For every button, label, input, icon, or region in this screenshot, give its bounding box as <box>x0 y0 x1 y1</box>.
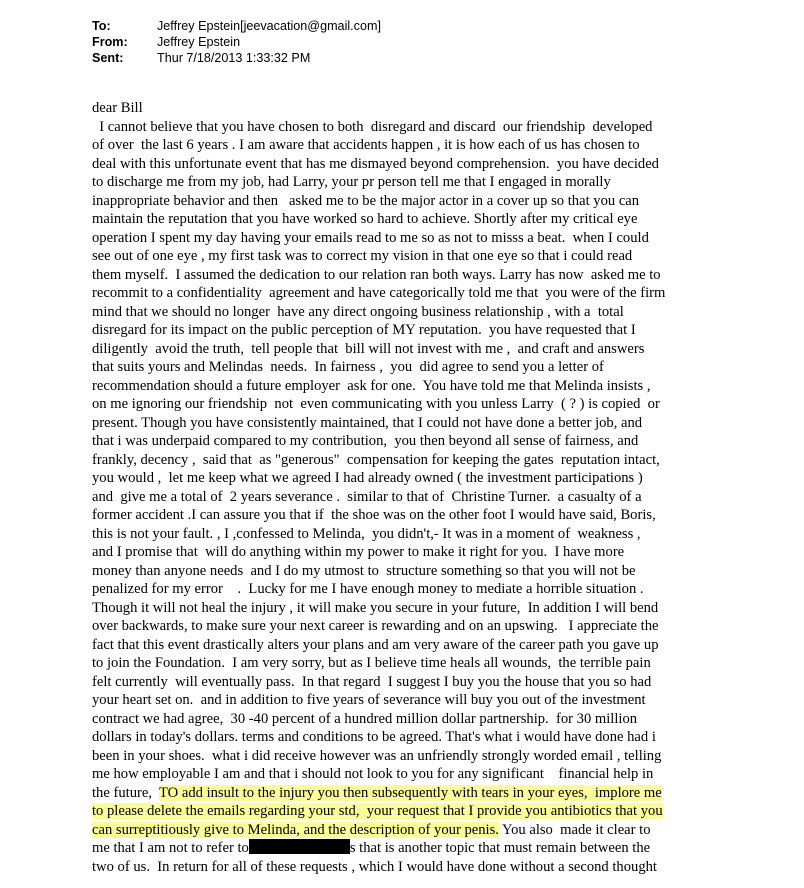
body-line: felt currently will eventually pass. In that regard I suggest I buy you the house that you so had <box>92 673 652 690</box>
from-value: Jeffrey Epstein <box>157 35 241 49</box>
sent-label: Sent: <box>92 51 124 65</box>
body-line <box>92 839 792 858</box>
to-label: To: <box>92 19 111 33</box>
body-line: Though it will not heal the injury , it will make you secure in your future, In addition I will bend <box>92 599 659 616</box>
to-row <box>92 18 381 34</box>
redaction-bar <box>249 839 350 854</box>
body-line: you would , let me keep what we agreed I had already owned ( the investment participations ) <box>92 470 643 486</box>
body-line: present. Though you have consistently maintained, that I could not have done a better job, and <box>92 414 643 431</box>
body-text: me that I am not to refer to <box>92 840 249 856</box>
body-line: deal with this unfortunate event that has me dismayed beyond comprehension. you have decided <box>92 155 659 172</box>
body-line: inappropriate behavior and then asked me to be the major actor in a cover up so that you can <box>92 192 640 209</box>
body-text: You also made it clear to <box>498 821 651 838</box>
body-line: been in your shoes. what i did receive however was an unfriendly strongly worded email , telling <box>92 747 662 764</box>
to-value: Jeffrey Epstein[jeevacation@gmail.com] <box>157 19 381 33</box>
body-line: diligently avoid the truth, tell people that bill will not invest with me , and craft and answers <box>92 340 645 357</box>
body-line: disregard for its impact on the public perception of MY reputation. you have requested that I <box>92 322 636 338</box>
sent-row <box>92 50 381 66</box>
body-line: dollars in today's dollars. terms and conditions to be agreed. That's what i would have done had i <box>92 729 656 745</box>
highlighted-text: can surreptitiously give to Melinda, and the description of your penis. <box>92 821 499 838</box>
body-line: recommendation should a future employer ask for one. You have told me that Melinda insists , <box>92 377 651 394</box>
body-line: on me ignoring our friendship not even communicating with you unless Larry ( ? ) is copied or <box>92 396 660 412</box>
body-line: maintain the reputation that you have worked so hard to achieve. Shortly after my critical eye <box>92 211 638 227</box>
body-line: operation I spent my day having your emails read to me so as not to misss a beat. when I could <box>92 229 649 246</box>
body-line: see out of one eye , my first task was to correct my vision in that one eye so that i could read <box>92 248 633 264</box>
highlighted-text: to please delete the emails regarding your std, your request that I provide you antibiotics that you <box>92 803 663 819</box>
from-row <box>92 34 381 50</box>
body-line: two of us. In return for all of these requests , which I would have done without a second thought <box>92 858 657 875</box>
body-line: of over the last 6 years . I am aware that accidents happen , it is how each of us has chosen to <box>92 137 640 153</box>
body-line: to join the Foundation. I am very sorry, but as I believe time heals all wounds, the terrible pain <box>92 655 651 671</box>
body-line: I cannot believe that you have chosen to both disregard and discard our friendship developed <box>92 118 653 135</box>
body-text: s that is another topic that must remain between the <box>349 840 651 856</box>
body-line: penalized for my error . Lucky for me I have enough money to mediate a horrible situation . <box>92 581 644 597</box>
body-line: fact that this event drastically alters your plans and am very aware of the career path you gave up <box>92 636 659 653</box>
from-label: From: <box>92 35 128 49</box>
body-line: recommit to a confidentiality agreement and have categorically told me that you were of the firm <box>92 285 666 301</box>
sent-value: Thur 7/18/2013 1:33:32 PM <box>157 51 311 65</box>
body-line: me how employable I am and that i should not look to you for any significant financial help in <box>92 766 654 782</box>
highlighted-text: TO add insult to the injury you then subsequently with tears in your eyes, implore me <box>159 784 662 801</box>
body-line: and give me a total of 2 years severance . similar to that of Christine Turner. a casualty of a <box>92 488 642 505</box>
body-text: the future, <box>92 784 160 801</box>
body-line: that suits yours and Melindas needs. In fairness , you did agree to send you a letter of <box>92 359 604 375</box>
email-body <box>92 99 792 876</box>
body-line <box>92 821 792 840</box>
email-header <box>92 18 381 66</box>
body-line <box>92 784 792 803</box>
body-line: to discharge me from my job, had Larry, your pr person tell me that I engaged in morally <box>92 174 611 190</box>
body-line: and I promise that will do anything within my power to make it right for you. I have more <box>92 544 625 560</box>
body-line: your heart set on. and in addition to five years of severance will buy you out of the investment <box>92 692 646 708</box>
body-line: money than anyone needs and I do my utmost to structure something so that you will not be <box>92 562 636 579</box>
body-line: them myself. I assumed the dedication to our relation ran both ways. Larry has now asked me to <box>92 266 661 283</box>
body-line: frankly, decency , said that as "generous" compensation for keeping the gates reputation intact, <box>92 451 660 468</box>
greeting: dear Bill <box>92 100 143 116</box>
body-line <box>92 802 792 821</box>
body-line: this is not your fault. , I ,confessed to Melinda, you didn't,- It was in a moment of weakness , <box>92 525 641 542</box>
body-line: former accident .I can assure you that if the shoe was on the other foot I would have said, Boris, <box>92 507 656 523</box>
body-line: mind that we should no longer have any direct ongoing business relationship , with a total <box>92 303 624 320</box>
body-line: that i was underpaid compared to my contribution, you then beyond all sense of fairness, and <box>92 433 639 449</box>
body-line: over backwards, to make sure your next career is rewarding and on an upswing. I appreciate the <box>92 618 659 634</box>
body-line: contract we had agree, 30 -40 percent of a hundred million dollar partnership. for 30 million <box>92 710 638 727</box>
